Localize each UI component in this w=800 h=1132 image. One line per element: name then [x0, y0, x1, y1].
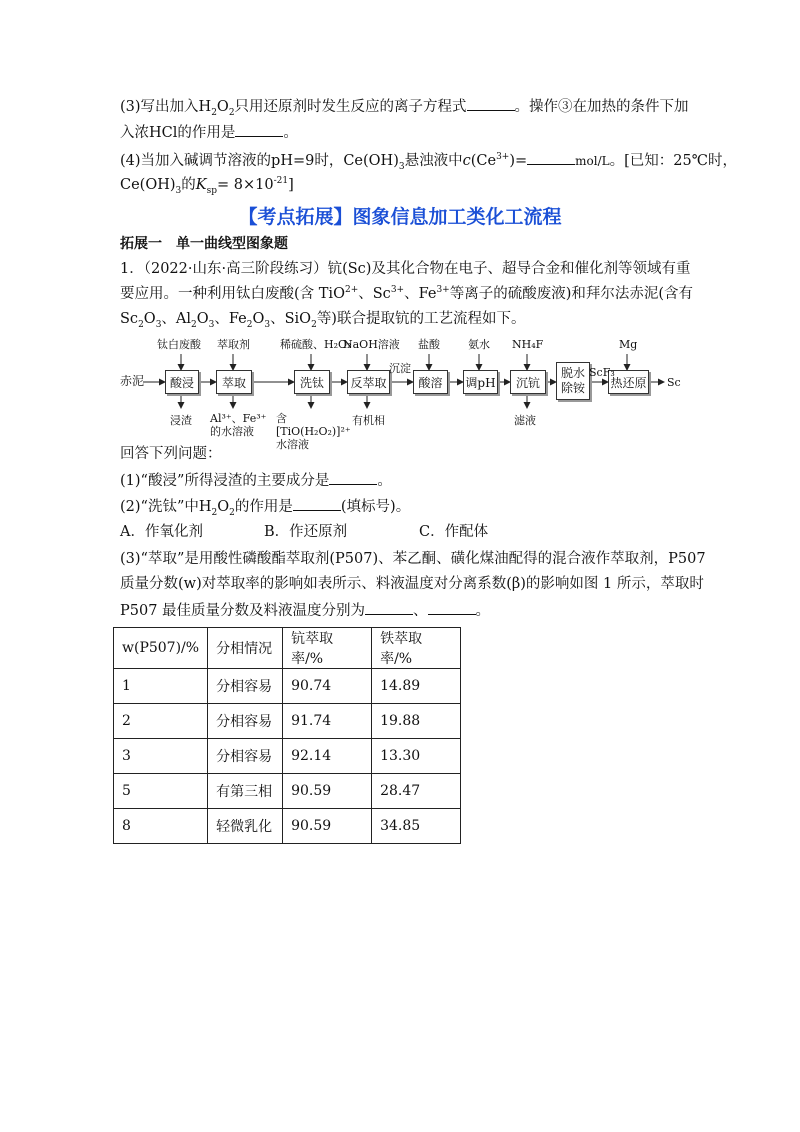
flow-output-ti-complex-solution: 含[TiO(H₂O₂)]²⁺水溶液	[276, 412, 351, 451]
flow-between-scf3: ScF₃	[589, 366, 615, 379]
flow-step-precipitate-scandium: 沉钪	[510, 370, 546, 394]
table-cell: 8	[114, 809, 208, 844]
question-4-line-2: $Ce(OH)_3$的$K_{sp}= 8\times 10^{-21}$]	[120, 176, 294, 196]
table-row	[114, 809, 461, 844]
flow-input-waste-acid: 钛白废酸	[157, 338, 201, 351]
flow-step-adjust-ph: 调pH	[463, 370, 498, 394]
extraction-table	[113, 627, 461, 844]
flow-output-filtrate: 滤液	[514, 414, 536, 427]
flow-step-extraction: 萃取	[216, 370, 252, 394]
table-row	[114, 704, 461, 739]
flow-input-hcl: 盐酸	[418, 338, 440, 351]
table-cell: 1	[114, 669, 208, 704]
table-cell: 有第三相	[208, 774, 283, 809]
answer-blank[interactable]	[293, 496, 341, 511]
answer-blank[interactable]	[329, 470, 377, 485]
table-cell: 92.14	[283, 739, 372, 774]
flow-step-acid-dissolve: 酸溶	[413, 370, 448, 394]
table-cell: 2	[114, 704, 208, 739]
answer-blank[interactable]	[428, 600, 476, 615]
sub-heading: 拓展一 单一曲线型图象题	[120, 236, 288, 252]
question-3-line-1: (3)写出加入$H_2O_2$只用还原剂时发生反应的离子方程式 。操作③在加热的条件下加	[120, 96, 689, 117]
sub-question-1: (1)“酸浸”所得浸渣的主要成分是 。	[120, 470, 392, 491]
table-header-row	[114, 628, 461, 669]
table-row	[114, 669, 461, 704]
answer-blank[interactable]	[467, 96, 515, 111]
flow-input-dilute-sulfuric: 稀硫酸、H₂O₂	[280, 338, 352, 351]
table-cell: 分相容易	[208, 669, 283, 704]
flow-input-ammonia: 氨水	[468, 338, 490, 351]
table-cell: 34.85	[372, 809, 461, 844]
table-cell: 90.74	[283, 669, 372, 704]
table-cell: 3	[114, 739, 208, 774]
flow-start-label: 赤泥	[120, 374, 145, 388]
table-cell: 分相容易	[208, 739, 283, 774]
option-b: B．作还原剂	[264, 524, 348, 540]
option-a: A．作氧化剂	[120, 524, 203, 540]
table-header-cell: 钪萃取率/%	[283, 628, 372, 669]
option-c: C．作配体	[419, 524, 489, 540]
table-cell: 90.59	[283, 774, 372, 809]
problem-intro-line-2: 要应用。一种利用钛白废酸(含 TiO$^{2+}$、$Sc^{3+}$、$Fe^{3+}$等离子的硫酸废液)和拜尔法赤泥(含有	[120, 285, 694, 302]
flow-step-back-extraction: 反萃取	[347, 370, 390, 394]
table-header-cell: w(P507)/%	[114, 628, 208, 669]
section-heading: 【考点拓展】图象信息加工类化工流程	[238, 206, 562, 228]
sub-question-2: (2)“洗钛”中$H_2O_2$的作用是 (填标号)。	[120, 496, 410, 517]
table-cell: 28.47	[372, 774, 461, 809]
problem-intro-line-3: $Sc_2O_3$、$Al_2O_3$、$Fe_2O_3$、SiO$_2$等)联合提取钪的工艺流程如下。	[120, 311, 526, 330]
flow-input-mg: Mg	[619, 338, 638, 351]
flow-step-dehydrate-deammonium: 脱水除铵	[556, 362, 590, 400]
table-cell: 分相容易	[208, 704, 283, 739]
table-cell: 19.88	[372, 704, 461, 739]
flow-step-thermal-reduction: 热还原	[608, 370, 649, 394]
answer-blank[interactable]	[365, 600, 413, 615]
answer-blank[interactable]	[527, 150, 575, 165]
question-3-line-2: 入浓HCl的作用是 。	[120, 122, 298, 143]
table-cell: 14.89	[372, 669, 461, 704]
flow-input-nh4f: NH₄F	[512, 338, 544, 351]
answer-blank[interactable]	[235, 122, 283, 137]
process-flow-diagram	[0, 330, 800, 451]
flow-output-organic-phase: 有机相	[352, 414, 385, 427]
flow-between-precipitate: 沉淀	[389, 362, 411, 375]
sub-question-3-line-2: 质量分数(w)对萃取率的影响如表所示、料液温度对分离系数(β)的影响如图 1 所示，萃取时	[120, 576, 704, 592]
table-row	[114, 739, 461, 774]
question-4-line-1: (4)当加入碱调节溶液的pH=9时，$Ce(OH)_3$悬浊液中$c(Ce^{3+})= mol/L$。[已知：25℃时，	[120, 150, 737, 171]
table-cell: 90.59	[283, 809, 372, 844]
sub-question-3-line-3: P507 最佳质量分数及料液温度分别为 、 。	[120, 600, 490, 621]
flow-end-label: Sc	[667, 376, 681, 389]
problem-intro-line-1: 1．（2022·山东·高三阶段练习）钪(Sc)及其化合物在电子、超导合金和催化剂等领域有重	[120, 261, 691, 277]
flow-step-wash-titanium: 洗钛	[294, 370, 330, 394]
table-header-cell: 铁萃取率/%	[372, 628, 461, 669]
flow-output-leach-residue: 浸渣	[170, 414, 192, 427]
flow-step-acid-leach: 酸浸	[165, 370, 199, 394]
answer-prompt: 回答下列问题：	[120, 446, 222, 462]
table-cell: 轻微乳化	[208, 809, 283, 844]
flow-input-naoh: NaOH溶液	[343, 338, 400, 351]
sub-question-3-line-1: (3)“萃取”是用酸性磷酸酯萃取剂(P507)、苯乙酮、磺化煤油配得的混合液作萃取剂，P507	[120, 551, 706, 567]
table-cell: 5	[114, 774, 208, 809]
table-cell: 91.74	[283, 704, 372, 739]
table-header-cell: 分相情况	[208, 628, 283, 669]
flow-output-al-fe-solution: Al³⁺、Fe³⁺的水溶液	[210, 412, 267, 438]
table-cell: 13.30	[372, 739, 461, 774]
table-row	[114, 774, 461, 809]
flow-input-extractant: 萃取剂	[217, 338, 250, 351]
